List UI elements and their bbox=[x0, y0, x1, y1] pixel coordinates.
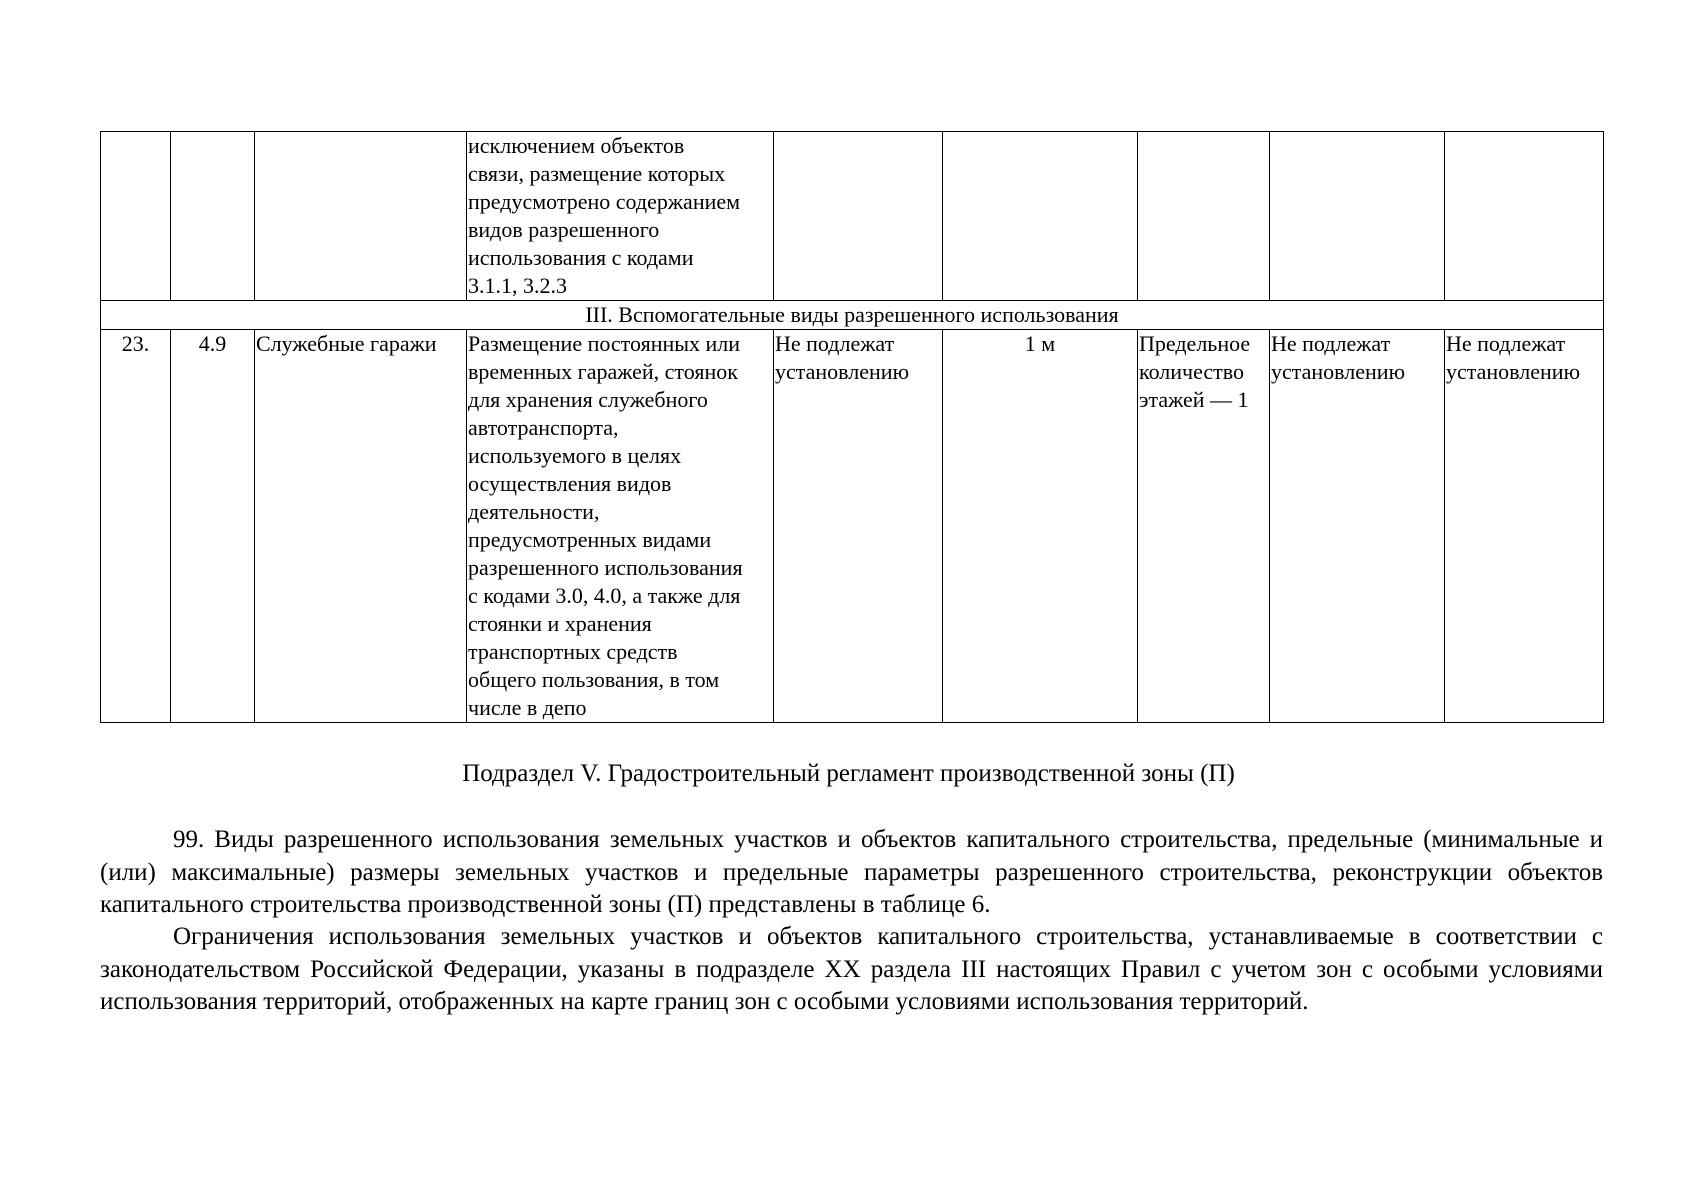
coverage-line: установлению bbox=[1271, 359, 1406, 384]
plot-size-line: Не подлежат bbox=[775, 331, 895, 356]
paragraph-99: 99. Виды разрешенного использования земельных участков и объектов капитального строительства, предельные (минимальные и (или) максимальные) размеры земельных участков и предельные параметры разрешенного строительства, реконструкции объектов капитального строительства производственной зоны (П) представлены в таблице 6. bbox=[100, 826, 1603, 918]
description-line: осуществления видов bbox=[468, 471, 672, 496]
floors-line: количество bbox=[1139, 359, 1245, 384]
description-line: использования с кодами bbox=[468, 245, 694, 270]
plot-size-line: установлению bbox=[775, 359, 910, 384]
description-line: общего пользования, в том bbox=[468, 667, 720, 692]
table-row-continued bbox=[101, 132, 1604, 301]
paragraph-restrictions: Ограничения использования земельных участков и объектов капитального строительства, устанавливаемые в соответствии с законодательством Российской Федерации, указаны в подразделе XX раздела III настоящих Правил с учетом зон с особыми условиями использования территорий, отображенных на карте границ зон с особыми условиями использования территорий. bbox=[100, 923, 1603, 1015]
row-plot-size bbox=[774, 330, 943, 723]
description-line: предусмотренных видами bbox=[468, 527, 712, 552]
description-line: разрешенного использования bbox=[468, 555, 743, 580]
description-line: Размещение постоянных или bbox=[468, 331, 741, 356]
coverage-line: Не подлежат bbox=[1271, 331, 1391, 356]
cell-number bbox=[101, 132, 171, 301]
cell-description bbox=[467, 132, 774, 301]
other-line: установлению bbox=[1446, 359, 1581, 384]
description-line: транспортных средств bbox=[468, 639, 678, 664]
description-line: используемого в целях bbox=[468, 443, 682, 468]
row-name: Служебные гаражи bbox=[255, 330, 467, 723]
cell-code bbox=[171, 132, 255, 301]
description-line: числе в депо bbox=[468, 695, 587, 720]
other-line: Не подлежат bbox=[1446, 331, 1566, 356]
row-setback: 1 м bbox=[943, 330, 1138, 723]
description-line: временных гаражей, стоянок bbox=[468, 359, 738, 384]
row-code: 4.9 bbox=[171, 330, 255, 723]
floors-line: этажей — 1 bbox=[1139, 387, 1249, 412]
subsection-title: Подраздел V. Градостроительный регламент производственной зоны (П) bbox=[462, 760, 1235, 787]
row-other bbox=[1445, 330, 1604, 723]
description-line: 3.1.1, 3.2.3 bbox=[468, 273, 567, 298]
cell-floors bbox=[1138, 132, 1270, 301]
cell-name bbox=[255, 132, 467, 301]
cell-coverage bbox=[1270, 132, 1445, 301]
floors-line: Предельное bbox=[1139, 331, 1251, 356]
description-line: с кодами 3.0, 4.0, а также для bbox=[468, 583, 741, 608]
table-row bbox=[101, 330, 1604, 723]
regulation-table bbox=[100, 131, 1604, 723]
table-section-header-row bbox=[101, 301, 1604, 330]
row-coverage bbox=[1270, 330, 1445, 723]
row-floors bbox=[1138, 330, 1270, 723]
cell-setback bbox=[943, 132, 1138, 301]
row-description bbox=[467, 330, 774, 723]
row-number: 23. bbox=[101, 330, 171, 723]
description-line: исключением объектов bbox=[468, 133, 685, 158]
description-line: стоянки и хранения bbox=[468, 611, 652, 636]
description-line: для хранения служебного bbox=[468, 387, 708, 412]
cell-other bbox=[1445, 132, 1604, 301]
description-line: деятельности, bbox=[468, 499, 600, 524]
description-line: автотранспорта, bbox=[468, 415, 619, 440]
description-line: предусмотрено содержанием bbox=[468, 189, 741, 214]
description-line: связи, размещение которых bbox=[468, 161, 726, 186]
cell-plot-size bbox=[774, 132, 943, 301]
section-header: III. Вспомогательные виды разрешенного использования bbox=[101, 301, 1604, 330]
description-line: видов разрешенного bbox=[468, 217, 660, 242]
